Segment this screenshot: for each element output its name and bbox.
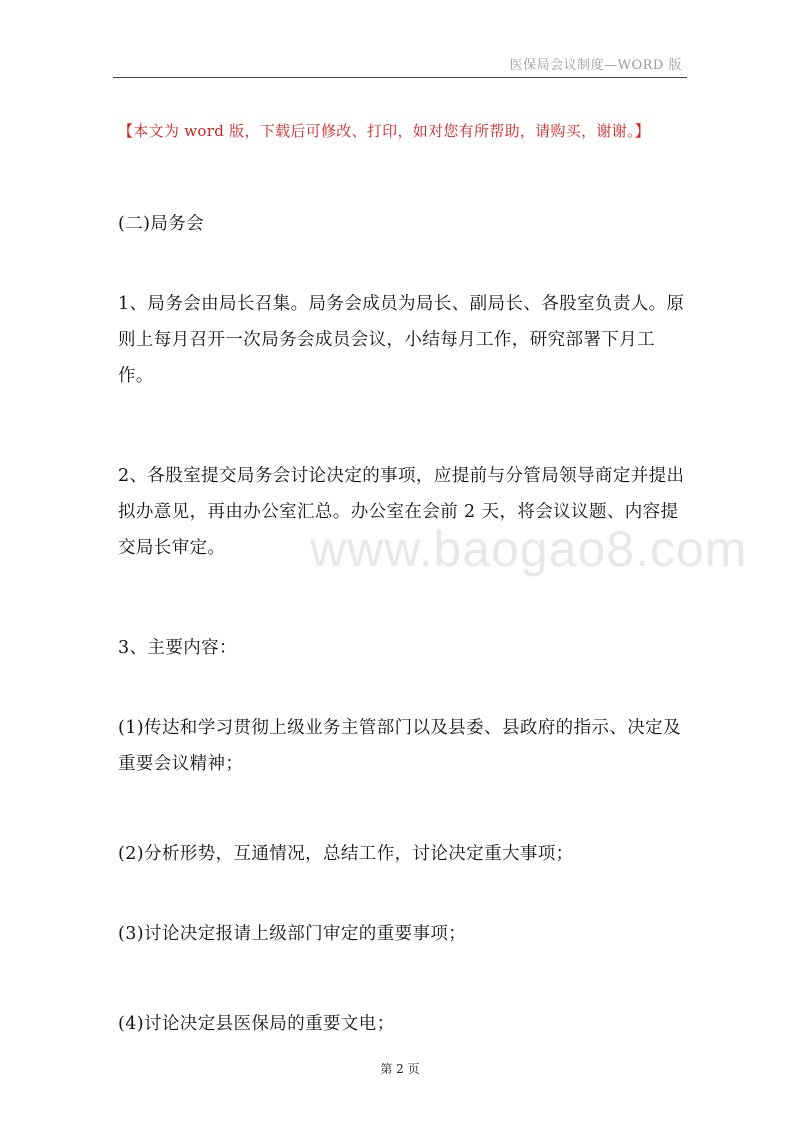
paragraph-1: 1、局务会由局长召集。局务会成员为局长、副局长、各股室负责人。原则上每月召开一次局务会成员会议，小结每月工作，研究部署下月工作。	[118, 294, 685, 386]
list-item-4: (4)讨论决定县医保局的重要文电；	[118, 1014, 395, 1034]
site-watermark: www.baogao8.com	[310, 521, 748, 577]
purchase-notice: 【本文为 word 版，下载后可修改、打印，如对您有所帮助，请购买，谢谢。】	[118, 122, 651, 140]
header-divider	[113, 77, 687, 78]
section-heading: (二)局务会	[118, 214, 205, 234]
page-number: 第 2 页	[380, 1062, 420, 1076]
running-header: 医保局会议制度—WORD 版	[509, 58, 682, 73]
paragraph-2: 2、各股室提交局务会讨论决定的事项，应提前与分管局领导商定并提出拟办意见，再由办公室汇总。办公室在会前 2 天，将会议议题、内容提交局长审定。	[118, 466, 685, 558]
paragraph-3: 3、主要内容：	[118, 638, 237, 658]
list-item-1: (1)传达和学习贯彻上级业务主管部门以及县委、县政府的指示、决定及重要会议精神；	[118, 718, 681, 774]
list-item-2: (2)分析形势，互通情况，总结工作，讨论决定重大事项；	[118, 844, 574, 864]
list-item-3: (3)讨论决定报请上级部门审定的重要事项；	[118, 924, 467, 944]
